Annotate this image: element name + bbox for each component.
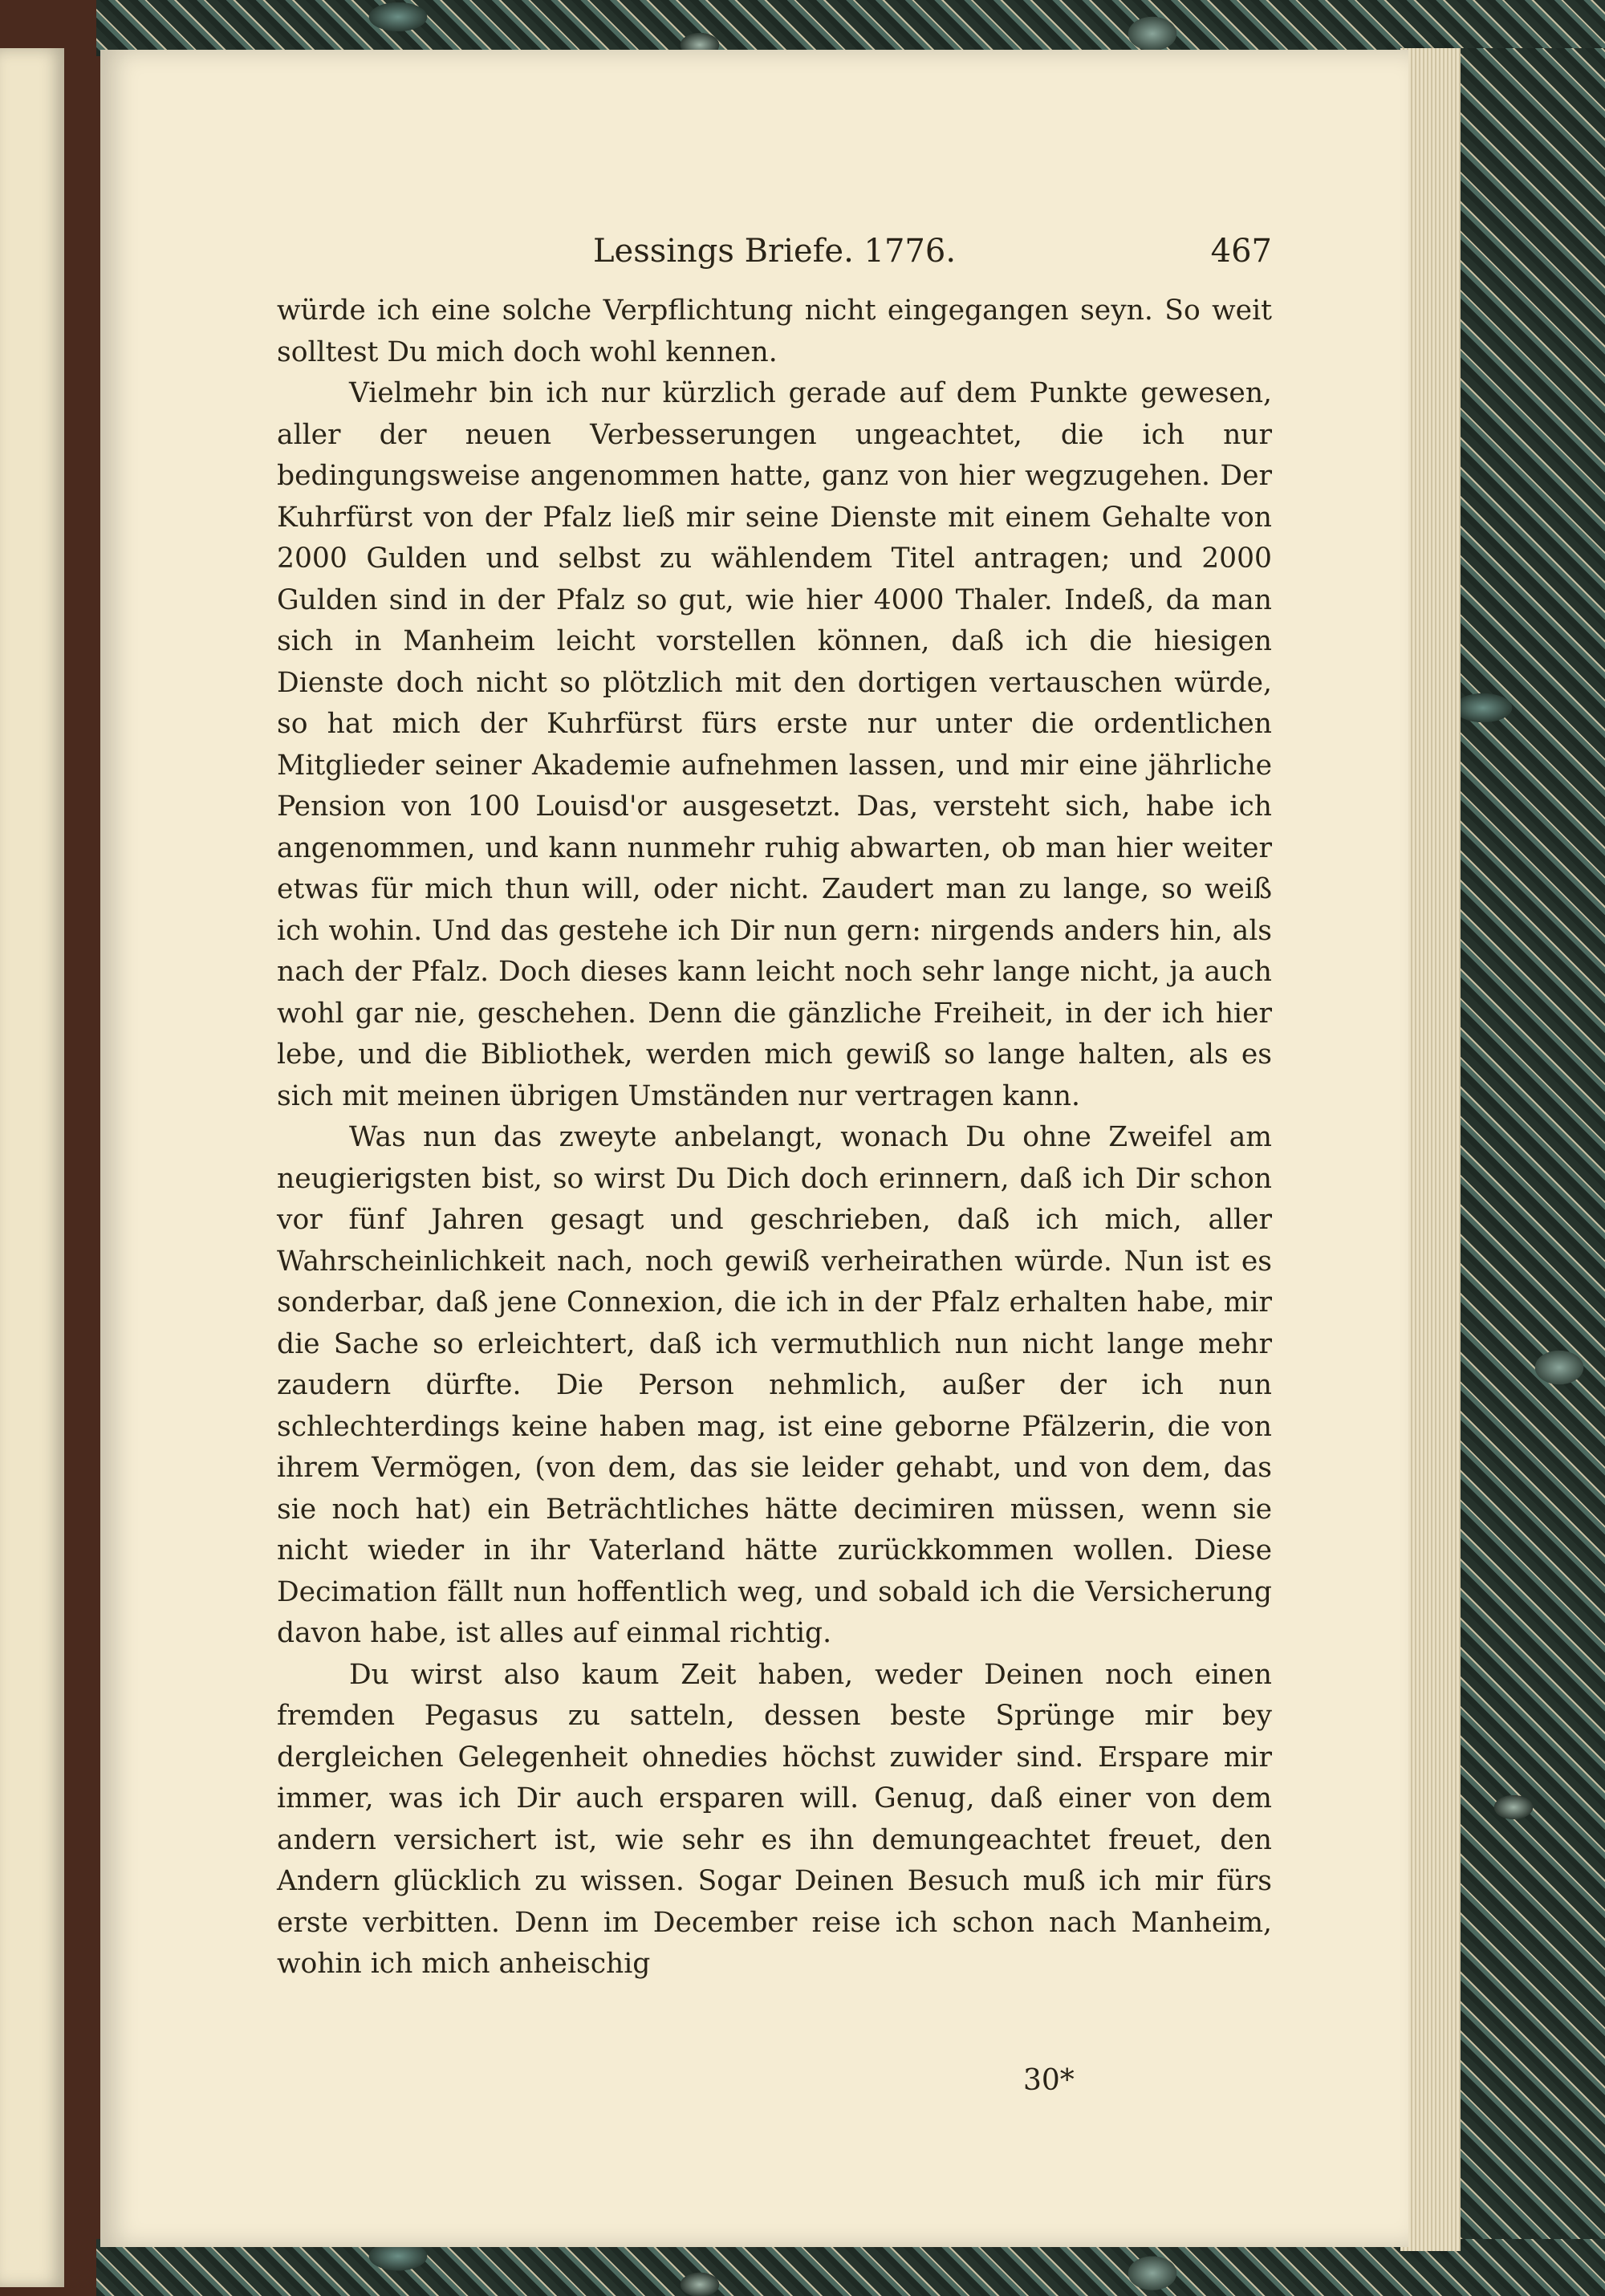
marbled-cover-right xyxy=(1453,48,1605,2247)
paragraph-4: Du wirst also kaum Zeit haben, weder Deinen noch einen fremden Pegasus zu satteln, dessen beste Sprünge mir bey dergleichen Gelegenheit ohnedies höchst zuwider sind. Erspare mir immer, was ich Dir auch ersparen will. Genug, daß einer von dem andern versichert ist, wie sehr es ihn demungeachtet freuet, den Andern glücklich zu wissen. Sogar Deinen Besuch muß ich mir fürs erste verbitten. Denn im December reise ich schon nach Manheim, wohin ich mich anheischig xyxy=(277,1658,1272,1980)
page-number: 467 xyxy=(1210,233,1272,270)
paragraph-2: Vielmehr bin ich nur kürzlich gerade auf dem Punkte gewesen, aller der neuen Verbesserungen ungeachtet, die ich nur bedingungsweise angenommen hatte, ganz von hier wegzugehen. Der Kuhrfürst von der Pfalz ließ mir seine Dienste mit einem Gehalte von 2000 Gulden und selbst zu wählendem Titel antragen; und 2000 Gulden sind in der Pfalz so gut, wie hier 4000 Thaler. Indeß, da man sich in Manheim leicht vorstellen können, daß ich die hiesigen Dienste doch nicht so plötzlich mit den dortigen vertauschen würde, so hat mich der Kuhrfürst fürs erste nur unter die ordentlichen Mitglieder seiner Akademie aufnehmen lassen, und mir eine jährliche Pension von 100 Louisd'or ausgesetzt. Das, versteht sich, habe ich angenommen, und kann nunmehr ruhig abwarten, ob man hier weiter etwas für mich thun will, oder nicht. Zaudert man zu lange, so weiß ich wohin. Und das gestehe ich Dir nun gern: nirgends anders hin, als nach der Pfalz. Doch dieses kann leicht noch sehr lange nicht, ja auch wohl gar nie, geschehen. Denn die gänzliche Freiheit, in der ich hier lebe, und die Bibliothek, werden mich gewiß so lange halten, als es sich mit meinen übrigen Umständen nur vertragen kann. xyxy=(277,377,1272,1112)
marbled-cover-top xyxy=(96,0,1605,56)
page-block-fore-edge xyxy=(1400,48,1461,2251)
running-head xyxy=(277,233,1272,281)
paragraph-3: Was nun das zweyte anbelangt, wonach Du ohne Zweifel am neugierigsten bist, so wirst Du Dich doch erinnern, daß ich Dir schon vor fünf Jahren gesagt und geschrieben, daß ich mich, aller Wahrscheinlichkeit nach, noch gewiß verheirathen würde. Nun ist es sonderbar, daß jene Connexion, die ich in der Pfalz erhalten habe, mir die Sache so erleichtert, daß ich vermuthlich nun nicht lange mehr zaudern dürfte. Die Person nehmlich, außer der ich nun schlechterdings keine haben mag, ist eine geborne Pfälzerin, die von ihrem Vermögen, (von dem, das sie leider gehabt, und von dem, das sie noch hat) ein Beträchtliches hätte decimiren müssen, wenn sie nicht wieder in ihr Vaterland hätte zurückkommen wollen. Diese Decimation fällt nun hoffentlich weg, und sobald ich die Versicherung davon habe, ist alles auf einmal richtig. xyxy=(277,1121,1272,1649)
letter-text xyxy=(277,291,1272,1985)
running-head-title: Lessings Briefe. 1776. xyxy=(592,233,957,270)
previous-page-edge xyxy=(0,48,64,2287)
book-page xyxy=(100,50,1408,2247)
marbled-cover-bottom xyxy=(96,2239,1605,2296)
paragraph-1: würde ich eine solche Verpflichtung nicht eingegangen seyn. So weit solltest Du mich doch wohl kennen. xyxy=(277,295,1272,368)
signature-mark: 30* xyxy=(1023,2064,1075,2097)
